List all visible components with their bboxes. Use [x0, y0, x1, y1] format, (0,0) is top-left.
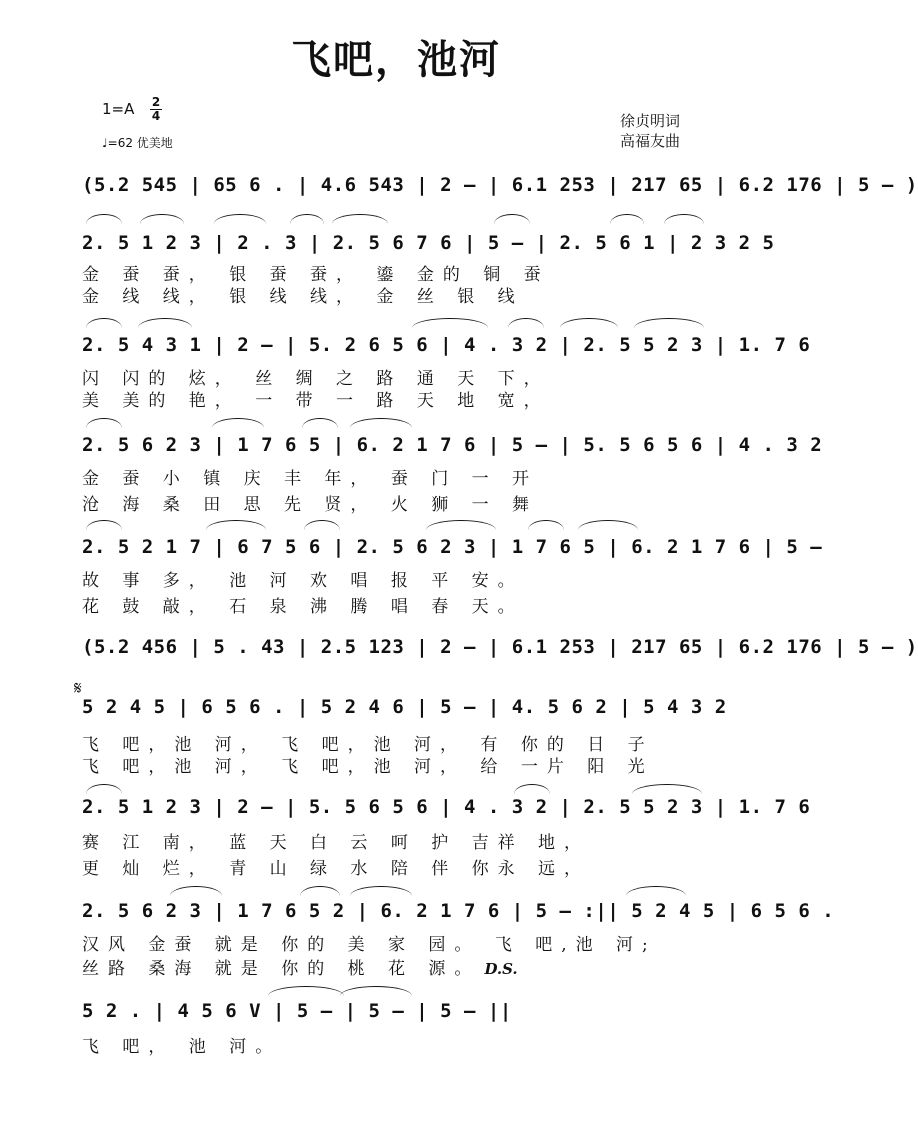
segno-sign: 𝄋 — [74, 678, 82, 699]
score-line-7: 5 2 4 5 | 6 5 6 . | 5 2 4 6 | 5 – | 4. 5 6 2 | 5 4 3 2 — [82, 696, 727, 718]
lyric-line-9-verse-2 — [82, 958, 722, 980]
lyric-line-4-verse-1: 金 蚕 小 镇 庆 丰 年， 蚕 门 一 开 — [82, 469, 539, 489]
lyric-line-3-verse-1: 闪 闪的 炫， 丝 绸 之 路 通 天 下， — [82, 369, 550, 389]
score-line-5: 2. 5 2 1 7 | 6 7 5 6 | 2. 5 6 2 3 | 1 7 6 5 | 6. 2 1 7 6 | 5 – — [82, 536, 823, 558]
lyric-line-2-verse-2: 金 线 线， 银 线 线， 金 丝 银 线 — [82, 287, 524, 307]
lyric-line-3-verse-2: 美 美的 艳， 一 带 一 路 天 地 宽， — [82, 391, 550, 411]
score-line-2: 2. 5 1 2 3 | 2 . 3 | 2. 5 6 7 6 | 5 – | 2. 5 6 1 | 2 3 2 5 — [82, 232, 775, 254]
lyric-line-4-verse-2: 沧 海 桑 田 思 先 贤， 火 狮 一 舞 — [82, 495, 539, 515]
lyric-line-7-verse-2: 飞 吧，池 河， 飞 吧，池 河， 给 一片 阳 光 — [82, 757, 654, 777]
lyric-line-8-verse-2: 更 灿 烂， 青 山 绿 水 陪 伴 你永 远， — [82, 859, 591, 879]
score-line-8: 2. 5 1 2 3 | 2 – | 5. 5 6 5 6 | 4 . 3 2 | 2. 5 5 2 3 | 1. 7 6 — [82, 796, 811, 818]
composer-credit: 高福友曲 — [620, 132, 681, 150]
score-line-9: 2. 5 6 2 3 | 1 7 6 5 2 | 6. 2 1 7 6 | 5 – :|| 5 2 4 5 | 6 5 6 . — [82, 900, 835, 922]
score-line-4: 2. 5 6 2 3 | 1 7 6 5 | 6. 2 1 7 6 | 5 – | 5. 5 6 5 6 | 4 . 3 2 — [82, 434, 823, 456]
lyric-line-7-verse-1: 飞 吧，池 河， 飞 吧，池 河， 有 你的 日 子 — [82, 735, 654, 755]
lyric-line-9-verse-2-text: 丝路 桑海 就是 你的 桃 花 源。 — [82, 959, 481, 979]
score-line-10: 5 2 . | 4 5 6 V | 5 – | 5 – | 5 – || — [82, 1000, 512, 1022]
lyric-line-10: 飞 吧， 池 河。 — [82, 1037, 282, 1057]
time-top: 2 — [151, 95, 161, 109]
lyric-line-5-verse-1: 故 事 多， 池 河 欢 唱 报 平 安。 — [82, 571, 524, 591]
lyric-line-2-verse-1: 金 蚕 蚕， 银 蚕 蚕， 鎏 金的 铜 蚕 — [82, 265, 550, 285]
time-signature — [150, 96, 162, 123]
score-interlude-line: (5.2 456 | 5 . 43 | 2.5 123 | 2 – | 6.1 253 | 217 65 | 6.2 176 | 5 – ) — [82, 636, 918, 658]
time-bottom: 4 — [151, 109, 161, 123]
lyricist-credit: 徐贞明词 — [620, 112, 681, 130]
lyric-line-9-verse-1: 汉风 金蚕 就是 你的 美 家 园。 飞 吧,池 河; — [82, 935, 657, 955]
tempo-marking: ♩=62 优美地 — [102, 136, 173, 150]
key-signature: 1=A — [102, 100, 135, 118]
dal-segno-marking: D.S. — [484, 960, 518, 978]
song-title: 飞吧，池河 — [291, 37, 501, 83]
lyric-line-5-verse-2: 花 鼓 敲， 石 泉 沸 腾 唱 春 天。 — [82, 597, 524, 617]
lyric-line-8-verse-1: 赛 江 南， 蓝 天 白 云 呵 护 吉祥 地， — [82, 833, 591, 853]
score-line-3: 2. 5 4 3 1 | 2 – | 5. 2 6 5 6 | 4 . 3 2 | 2. 5 5 2 3 | 1. 7 6 — [82, 334, 811, 356]
score-intro-line: (5.2 545 | 65 6 . | 4.6 543 | 2 – | 6.1 253 | 217 65 | 6.2 176 | 5 – ) — [82, 174, 918, 196]
